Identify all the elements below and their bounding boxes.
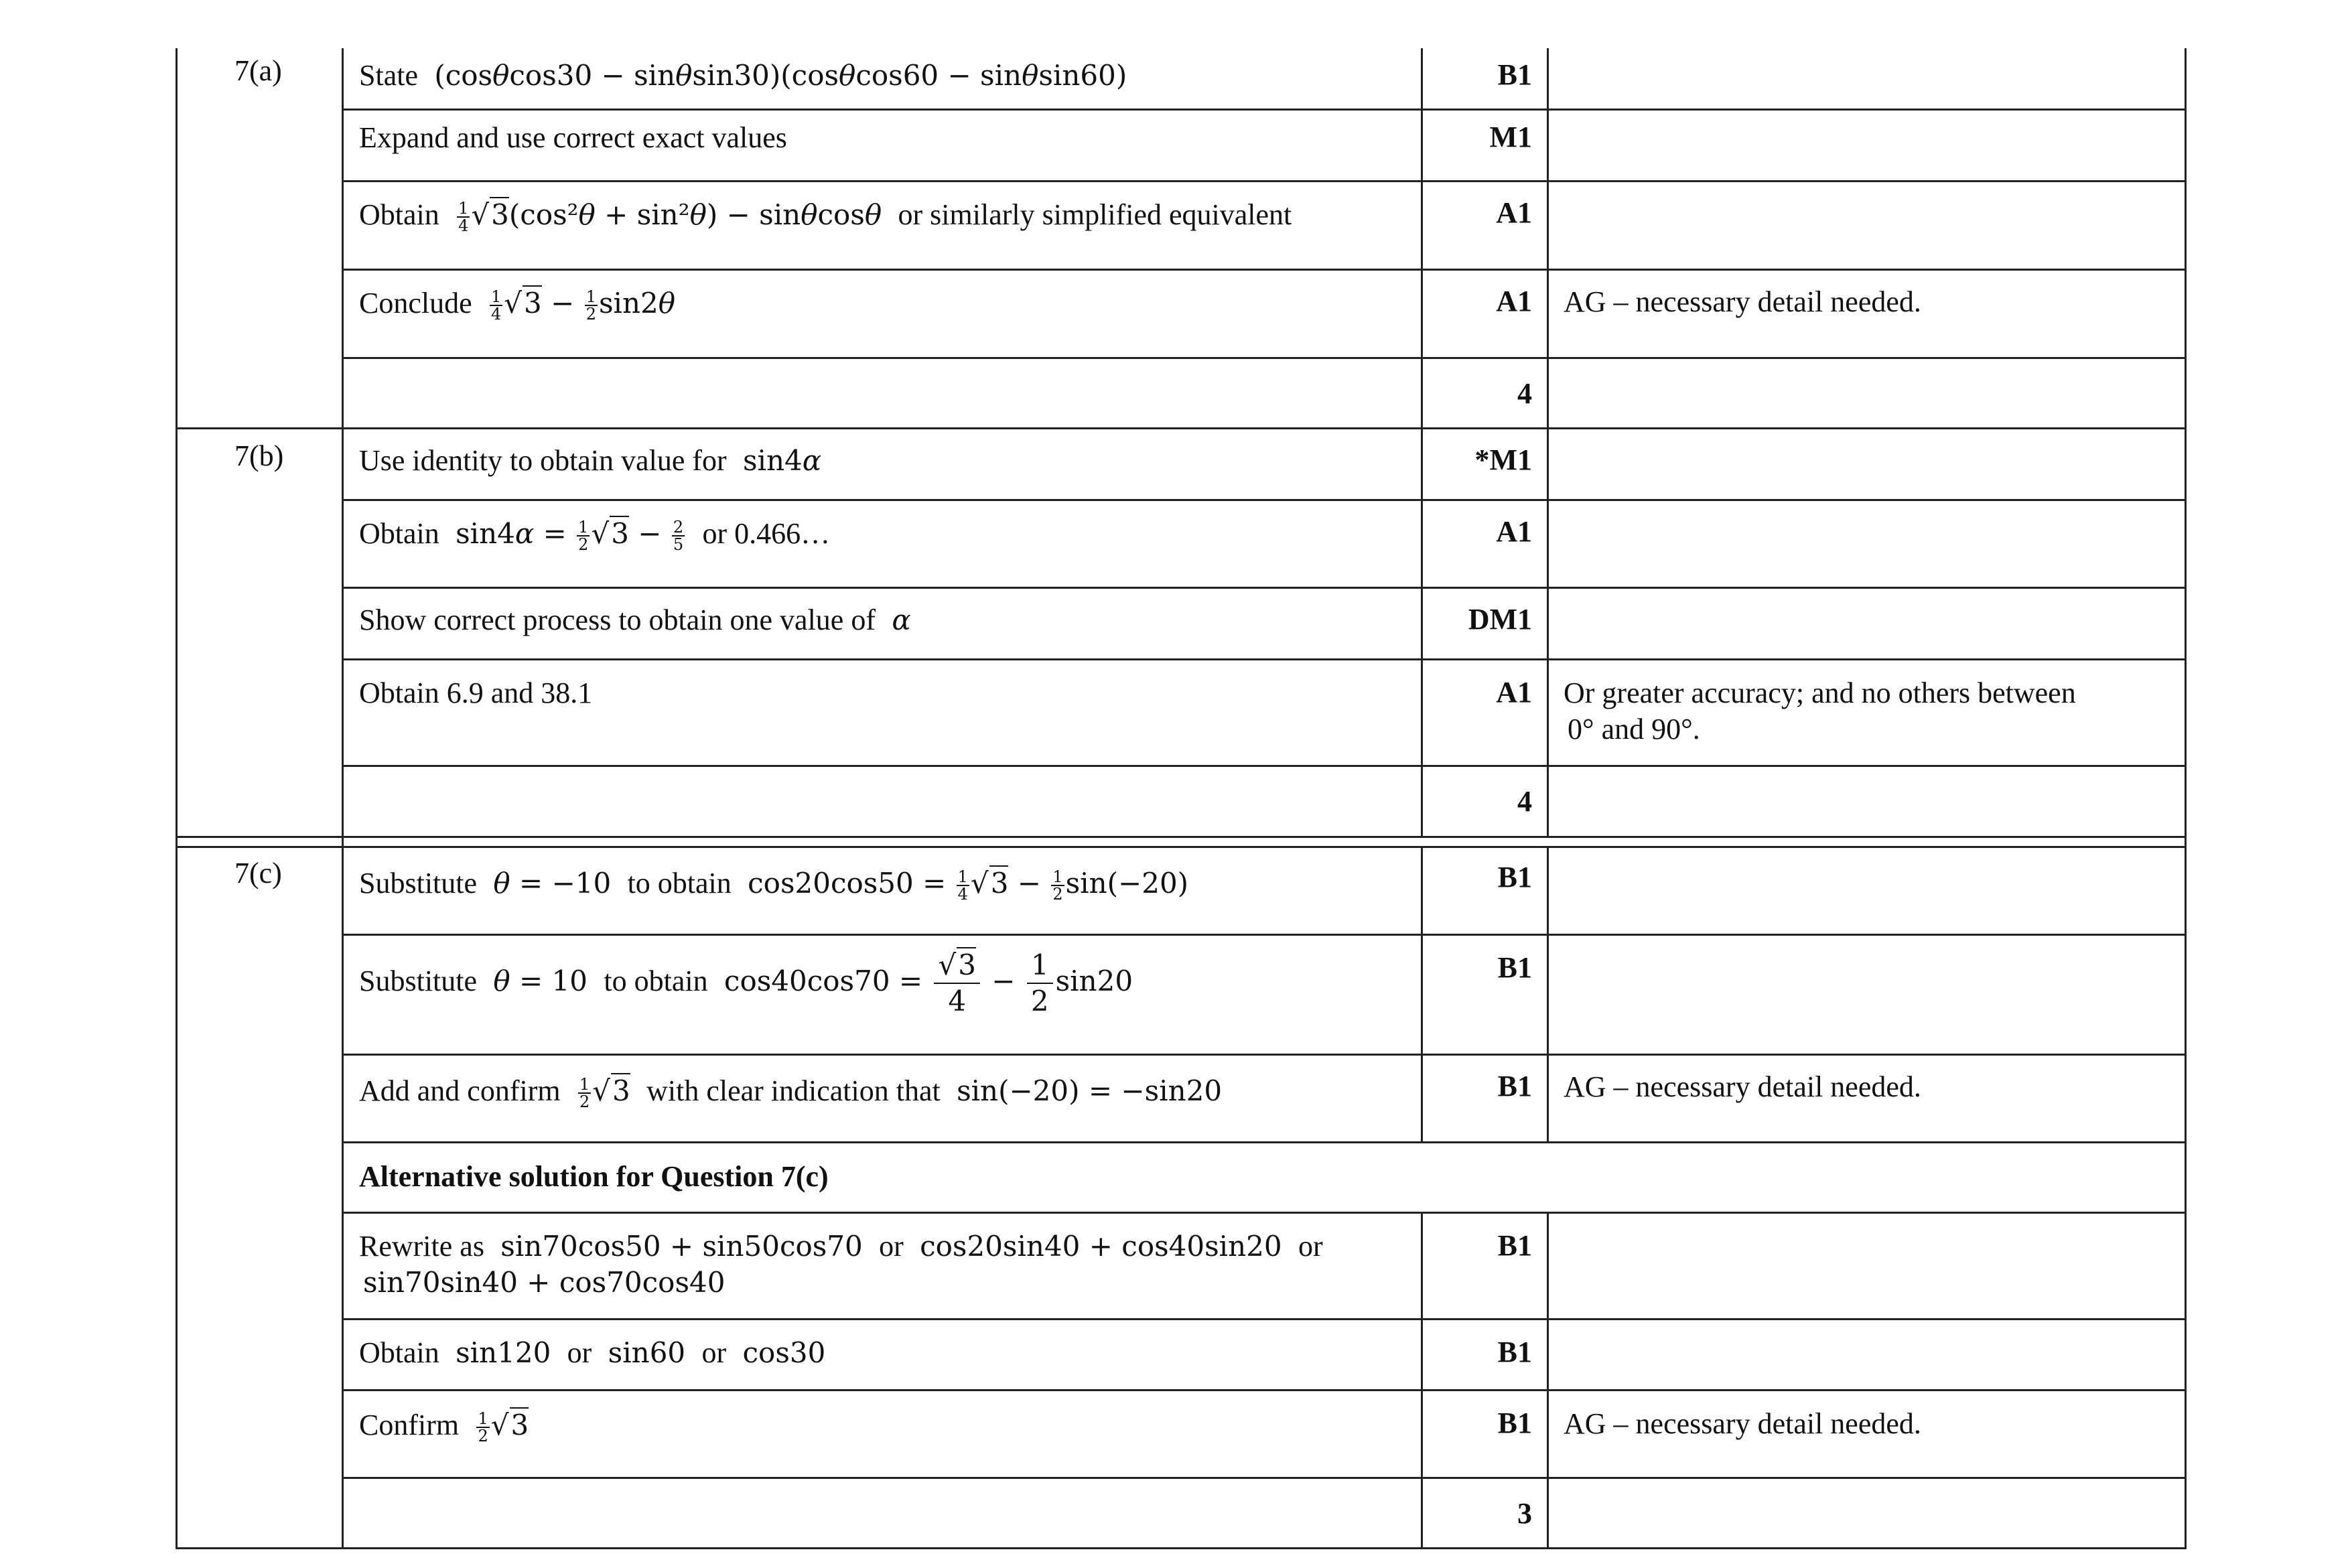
guidance-cell bbox=[1549, 1214, 2185, 1318]
math-expression: sin70cos50 + sin50cos70 bbox=[491, 1230, 872, 1263]
mark-cell: B1 bbox=[1423, 1320, 1549, 1389]
guidance-cell bbox=[1549, 589, 2185, 658]
mark-cell: B1 bbox=[1423, 936, 1549, 1054]
table-row bbox=[344, 1391, 2185, 1479]
math-expression: θ = −10 bbox=[493, 867, 620, 900]
answer-cell bbox=[344, 936, 1423, 1054]
math-expression: cos20sin40 + cos40sin20 bbox=[910, 1230, 1291, 1263]
math-expression: (cosθcos30 − sinθsin30)(cosθcos60 − sinθsin60) bbox=[425, 59, 1127, 92]
math-expression: $\frac{1}{4}$ √3(cos²θ + sin²θ) − sinθcosθ bbox=[458, 198, 882, 235]
answer-cell bbox=[344, 429, 1423, 499]
answer-cell bbox=[344, 359, 1423, 427]
table-row bbox=[344, 48, 2185, 111]
table-row bbox=[344, 1214, 2185, 1320]
answer-cell bbox=[344, 848, 1423, 934]
answer-text: Obtain bbox=[359, 1336, 439, 1369]
guidance-cell bbox=[1549, 1320, 2185, 1389]
answer-text: Add and confirm bbox=[359, 1074, 561, 1107]
mark-cell: A1 bbox=[1423, 660, 1549, 765]
answer-cell bbox=[344, 589, 1423, 658]
table-row bbox=[344, 936, 2185, 1056]
total-mark-cell: 4 bbox=[1423, 359, 1549, 427]
answer-text: Conclude bbox=[359, 287, 472, 319]
answer-text-tail: or 0.466… bbox=[702, 517, 831, 550]
mark-cell: *M1 bbox=[1423, 429, 1549, 499]
answer-text: Substitute bbox=[359, 965, 478, 997]
question-label: 7(b) bbox=[234, 439, 284, 472]
answer-text: Substitute bbox=[359, 867, 478, 900]
or-text: or bbox=[879, 1230, 904, 1263]
math-expression: $\frac{1}{4}$ √3 − $\frac{1}{2}$ sin2θ bbox=[491, 287, 676, 324]
answer-cell bbox=[344, 1056, 1423, 1141]
mark-cell: B1 bbox=[1423, 848, 1549, 934]
math-expression: $\frac{1}{2}$ √3 bbox=[579, 1074, 630, 1111]
answer-cell bbox=[344, 271, 1423, 357]
or-text: or bbox=[1298, 1230, 1323, 1263]
mark-cell: A1 bbox=[1423, 501, 1549, 587]
guidance-cell bbox=[1549, 429, 2185, 499]
mark-scheme-table bbox=[176, 48, 2187, 1549]
or-text: or bbox=[567, 1336, 592, 1369]
mark-cell: B1 bbox=[1423, 48, 1549, 109]
math-expression: cos20cos50 = $\frac{1}{4}$ √3 − $\frac{1}{2}$ sin(−20) bbox=[738, 867, 1189, 904]
section-7c bbox=[176, 848, 2187, 1549]
answer-text: State bbox=[359, 59, 418, 92]
mark-cell: M1 bbox=[1423, 111, 1549, 180]
answer-cell: Obtain 6.9 and 38.1 bbox=[344, 660, 1423, 765]
table-row bbox=[344, 359, 2185, 427]
table-row bbox=[344, 429, 2185, 501]
answer-cell bbox=[344, 767, 1423, 836]
guidance-cell bbox=[1549, 767, 2185, 836]
answer-cell: Expand and use correct exact values bbox=[344, 111, 1423, 180]
mark-cell: A1 bbox=[1423, 182, 1549, 269]
answer-cell bbox=[344, 1214, 1423, 1318]
section-separator bbox=[176, 836, 2187, 848]
total-mark-cell: 4 bbox=[1423, 767, 1549, 836]
answer-cell bbox=[344, 48, 1423, 109]
answer-cell bbox=[344, 501, 1423, 587]
question-label: 7(a) bbox=[234, 54, 282, 87]
answer-text: Show correct process to obtain one value of bbox=[359, 603, 876, 636]
table-row bbox=[344, 1479, 2185, 1547]
question-cell bbox=[178, 848, 344, 1547]
guidance-cell: AG – necessary detail needed. bbox=[1564, 1407, 1921, 1440]
table-row bbox=[344, 660, 2185, 767]
table-row bbox=[344, 271, 2185, 359]
answer-cell bbox=[344, 182, 1423, 269]
guidance-cell bbox=[1549, 501, 2185, 587]
mark-cell: B1 bbox=[1423, 1056, 1549, 1141]
answer-text: Obtain bbox=[359, 517, 439, 550]
answer-text-tail: with clear indication that bbox=[646, 1074, 941, 1107]
total-mark-cell: 3 bbox=[1423, 1479, 1549, 1547]
math-expression: α bbox=[883, 603, 911, 636]
math-expression: sin(−20) = −sin20 bbox=[947, 1074, 1223, 1107]
guidance-cell bbox=[1549, 936, 2185, 1054]
question-cell bbox=[178, 48, 344, 427]
answer-text-mid: to obtain bbox=[604, 965, 708, 997]
guidance-cell bbox=[1549, 1479, 2185, 1547]
guidance-line: Or greater accuracy; and no others between bbox=[1564, 676, 2076, 709]
guidance-cell bbox=[1549, 848, 2185, 934]
mark-cell: DM1 bbox=[1423, 589, 1549, 658]
mark-cell: B1 bbox=[1423, 1391, 1549, 1477]
answer-text: Use identity to obtain value for bbox=[359, 444, 727, 477]
math-expression: sin60 bbox=[599, 1336, 695, 1369]
section-7b bbox=[176, 429, 2187, 836]
guidance-cell: AG – necessary detail needed. bbox=[1564, 1070, 1921, 1103]
table-row bbox=[344, 1320, 2185, 1391]
guidance-cell bbox=[1549, 111, 2185, 180]
table-row bbox=[344, 1056, 2185, 1143]
table-row bbox=[344, 767, 2185, 836]
answer-text-tail: or similarly simplified equivalent bbox=[898, 198, 1292, 231]
answer-cell bbox=[344, 1391, 1423, 1477]
mark-cell: B1 bbox=[1423, 1214, 1549, 1318]
math-expression: sin4α = $\frac{1}{2}$ √3 − $\frac{2}{5}$ bbox=[446, 517, 684, 554]
math-expression: θ = 10 bbox=[493, 965, 597, 997]
table-row bbox=[344, 111, 2185, 182]
math-expression: sin120 bbox=[446, 1336, 560, 1369]
guidance-cell bbox=[1549, 660, 2185, 765]
answer-text-mid: to obtain bbox=[627, 867, 732, 900]
table-row bbox=[344, 501, 2185, 589]
alternative-solution-heading: Alternative solution for Question 7(c) bbox=[359, 1160, 829, 1193]
answer-cell bbox=[344, 1479, 1423, 1547]
answer-cell bbox=[344, 1320, 1423, 1389]
table-row bbox=[344, 182, 2185, 271]
question-label: 7(c) bbox=[234, 857, 282, 889]
answer-text: Rewrite as bbox=[359, 1230, 484, 1263]
question-cell bbox=[178, 429, 344, 836]
math-expression: cos30 bbox=[734, 1336, 826, 1369]
section-7a bbox=[176, 48, 2187, 429]
mark-cell: A1 bbox=[1423, 271, 1549, 357]
math-expression: cos40cos70 = $\frac{√3}{4}$ − $\frac{1}{2}$ sin20 bbox=[715, 948, 1133, 1017]
table-row bbox=[344, 848, 2185, 936]
table-row bbox=[344, 589, 2185, 660]
table-row bbox=[344, 1143, 2185, 1214]
math-expression: sin4α bbox=[734, 444, 822, 477]
guidance-line: 0° and 90°. bbox=[1568, 713, 1700, 745]
math-expression: $\frac{1}{2}$ √3 bbox=[478, 1409, 529, 1445]
answer-text: Confirm bbox=[359, 1409, 460, 1441]
guidance-cell bbox=[1549, 182, 2185, 269]
guidance-cell bbox=[1549, 48, 2185, 109]
or-text: or bbox=[701, 1336, 727, 1369]
guidance-cell: AG – necessary detail needed. bbox=[1564, 285, 1921, 318]
answer-text: Obtain bbox=[359, 198, 439, 231]
math-expression: sin70sin40 + cos70cos40 bbox=[363, 1266, 725, 1299]
answer-line bbox=[359, 1228, 1421, 1265]
guidance-cell bbox=[1549, 359, 2185, 427]
